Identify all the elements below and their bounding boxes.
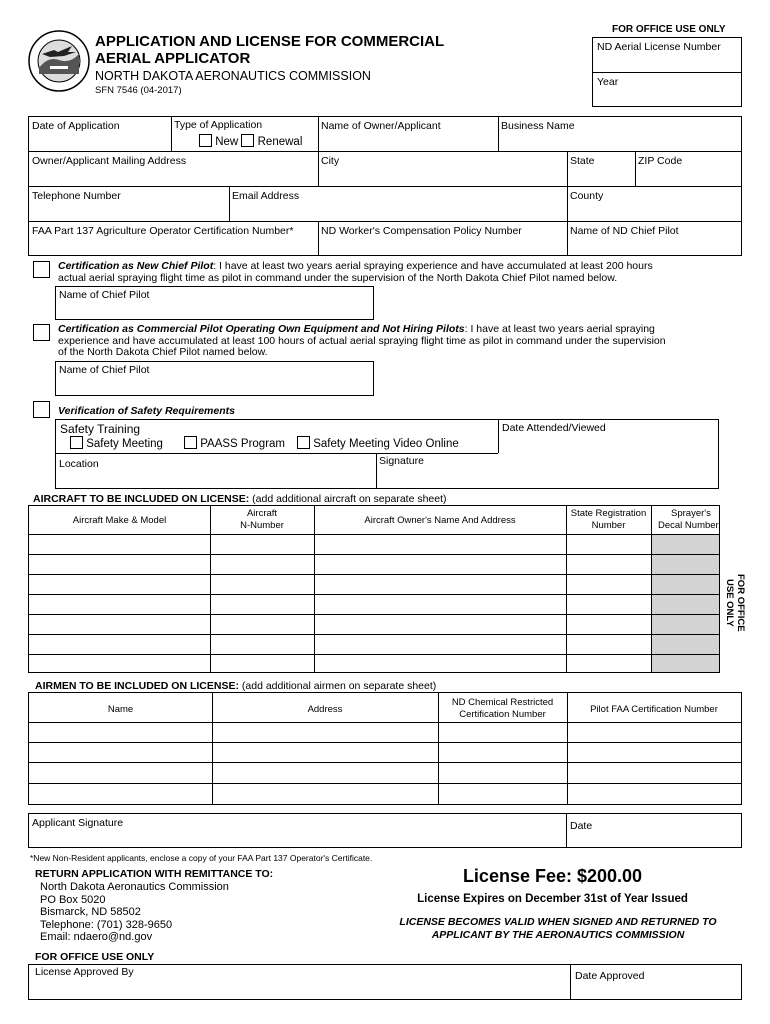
col-decal-header xyxy=(651,508,731,532)
cert2-title: Certification as Commercial Pilot Operating Own Equipment and Not Hiring Pilots xyxy=(58,323,465,335)
license-valid-note xyxy=(368,916,748,942)
applicant-grid xyxy=(28,116,742,256)
cert1-line1: : I have at least two years aerial spraying experience and have accumulated at least 200 hours xyxy=(213,260,653,272)
form-title-line1: APPLICATION AND LICENSE FOR COMMERCIAL xyxy=(95,33,445,50)
year-label: Year xyxy=(597,76,619,88)
business-name-field[interactable]: Business Name xyxy=(501,120,575,132)
safety-box xyxy=(55,419,719,489)
county-field[interactable]: County xyxy=(570,190,604,202)
approved-by-field[interactable]: License Approved By xyxy=(35,966,134,978)
license-number-label: ND Aerial License Number xyxy=(597,41,721,53)
col-make-header: Aircraft Make & Model xyxy=(72,515,167,526)
city-field[interactable]: City xyxy=(321,155,340,167)
cert1-line2: actual aerial spraying flight time as pilot in command under the supervision of the North Dakota Chief Pilot named below. xyxy=(58,271,618,284)
cert1-title: Certification as New Chief Pilot xyxy=(58,260,214,272)
airmen-heading-bold: AIRMEN TO BE INCLUDED ON LICENSE: xyxy=(35,680,239,692)
mailing-address-field[interactable]: Owner/Applicant Mailing Address xyxy=(32,155,187,167)
safety-meeting-label: Safety Meeting xyxy=(86,438,163,450)
license-fee: License Fee: $200.00 xyxy=(462,866,643,886)
valid-line1: LICENSE BECOMES VALID WHEN SIGNED AND RETURNED TO xyxy=(399,916,717,928)
office-side-1: FOR OFFICE xyxy=(735,574,746,632)
email-field[interactable]: Email Address xyxy=(232,190,300,202)
aircraft-heading-bold: AIRCRAFT TO BE INCLUDED ON LICENSE: xyxy=(33,493,250,505)
zip-field[interactable]: ZIP Code xyxy=(638,155,683,167)
addr-line2: PO Box 5020 xyxy=(40,893,106,906)
faa-part137-field[interactable]: FAA Part 137 Agriculture Operator Certification Number* xyxy=(32,225,294,237)
safety-meeting-checkbox[interactable] xyxy=(70,436,83,449)
signature-row xyxy=(28,813,742,848)
workers-comp-field[interactable]: ND Worker's Compensation Policy Number xyxy=(321,225,522,237)
safety-training-label: Safety Training xyxy=(60,422,141,436)
renewal-label: Renewal xyxy=(257,136,303,148)
valid-line2: APPLICANT BY THE AERONAUTICS COMMISSION xyxy=(431,929,685,941)
state-seal xyxy=(28,30,90,92)
return-address xyxy=(40,881,229,944)
signature-field[interactable]: Signature xyxy=(379,455,424,467)
video-label: Safety Meeting Video Online xyxy=(313,438,459,450)
license-expires: License Expires on December 31st of Year Issued xyxy=(417,893,688,905)
col-decal-header-1: Sprayer's xyxy=(671,508,711,519)
airmen-col-chem-1: ND Chemical Restricted xyxy=(451,697,554,708)
video-checkbox[interactable] xyxy=(297,436,310,449)
col-reg-header-1: State Registration xyxy=(570,508,647,519)
form-title xyxy=(95,33,444,67)
return-heading: RETURN APPLICATION WITH REMITTANCE TO: xyxy=(35,868,274,880)
chief-pilot-name-field[interactable]: Name of ND Chief Pilot xyxy=(570,225,679,237)
safety-checkbox[interactable] xyxy=(33,401,50,418)
col-decal-header-2: Decal Number xyxy=(658,520,719,531)
airmen-heading-note: (add additional airmen on separate sheet) xyxy=(238,680,437,692)
cert2-text xyxy=(58,324,743,359)
addr-phone: Telephone: (701) 328-9650 xyxy=(40,918,173,931)
applicant-date-field[interactable]: Date xyxy=(570,820,593,832)
office-top-box xyxy=(592,37,742,107)
cert1-name-label: Name of Chief Pilot xyxy=(59,289,150,301)
cert1-checkbox[interactable] xyxy=(33,261,50,278)
office-top-heading: FOR OFFICE USE ONLY xyxy=(612,24,726,35)
aircraft-heading xyxy=(33,493,447,505)
telephone-field[interactable]: Telephone Number xyxy=(32,190,121,202)
date-attended-field[interactable]: Date Attended/Viewed xyxy=(502,422,606,434)
cert1-text xyxy=(58,261,743,284)
airmen-col-faa: Pilot FAA Certification Number xyxy=(590,704,718,715)
addr-email: Email: ndaero@nd.gov xyxy=(40,931,153,943)
aircraft-heading-note: (add additional aircraft on separate sheet) xyxy=(249,493,447,505)
paass-label: PAASS Program xyxy=(200,438,285,450)
agency-name: NORTH DAKOTA AERONAUTICS COMMISSION xyxy=(95,69,371,83)
form-number: SFN 7546 (04-2017) xyxy=(95,85,182,96)
cert2-checkbox[interactable] xyxy=(33,324,50,341)
airmen-table xyxy=(28,692,742,805)
applicant-signature-field[interactable]: Applicant Signature xyxy=(32,817,124,829)
cert2-line1: : I have at least two years aerial spraying xyxy=(464,323,655,335)
col-owner-header: Aircraft Owner's Name And Address xyxy=(364,515,516,526)
safety-title: Verification of Safety Requirements xyxy=(58,405,235,417)
airmen-col-address: Address xyxy=(307,704,343,715)
col-nnum-header-2: N-Number xyxy=(240,520,284,531)
office-bottom-box xyxy=(28,964,742,1000)
cert2-name-field[interactable] xyxy=(55,361,374,396)
date-approved-field[interactable]: Date Approved xyxy=(575,970,645,982)
office-bottom-heading: FOR OFFICE USE ONLY xyxy=(35,951,155,963)
airmen-col-name: Name xyxy=(107,704,134,715)
date-of-application-field[interactable]: Date of Application xyxy=(32,120,120,132)
aircraft-office-side-label xyxy=(722,568,746,638)
renewal-checkbox[interactable] xyxy=(241,134,254,147)
col-reg-header xyxy=(566,508,651,532)
airmen-heading xyxy=(35,680,436,692)
form-title-line2: AERIAL APPLICATOR xyxy=(95,50,251,67)
type-of-application-label: Type of Application xyxy=(174,119,263,131)
col-nnum-header-1: Aircraft xyxy=(246,508,278,519)
state-field[interactable]: State xyxy=(570,155,595,167)
office-side-2: USE ONLY xyxy=(724,579,735,627)
col-reg-header-2: Number xyxy=(591,520,626,531)
owner-name-field[interactable]: Name of Owner/Applicant xyxy=(321,120,441,132)
cert2-line2: experience and have accumulated at least 100 hours of actual aerial spraying flight time as pilot in command under the supervision xyxy=(58,334,666,347)
paass-checkbox[interactable] xyxy=(184,436,197,449)
new-checkbox[interactable] xyxy=(199,134,212,147)
addr-line3: Bismarck, ND 58502 xyxy=(40,906,141,918)
location-field[interactable]: Location xyxy=(59,458,99,470)
airmen-col-chem xyxy=(438,697,567,721)
cert1-name-field[interactable] xyxy=(55,286,374,320)
addr-line1: North Dakota Aeronautics Commission xyxy=(40,881,229,893)
nonresident-note: *New Non-Resident applicants, enclose a copy of your FAA Part 137 Operator's Certificate. xyxy=(30,853,373,863)
col-nnum-header xyxy=(210,508,314,532)
cert2-line3: of the North Dakota Chief Pilot named below. xyxy=(58,346,268,358)
airmen-col-chem-2: Certification Number xyxy=(459,709,546,720)
new-label: New xyxy=(215,136,239,148)
aircraft-table xyxy=(28,505,720,673)
cert2-name-label: Name of Chief Pilot xyxy=(59,364,150,376)
